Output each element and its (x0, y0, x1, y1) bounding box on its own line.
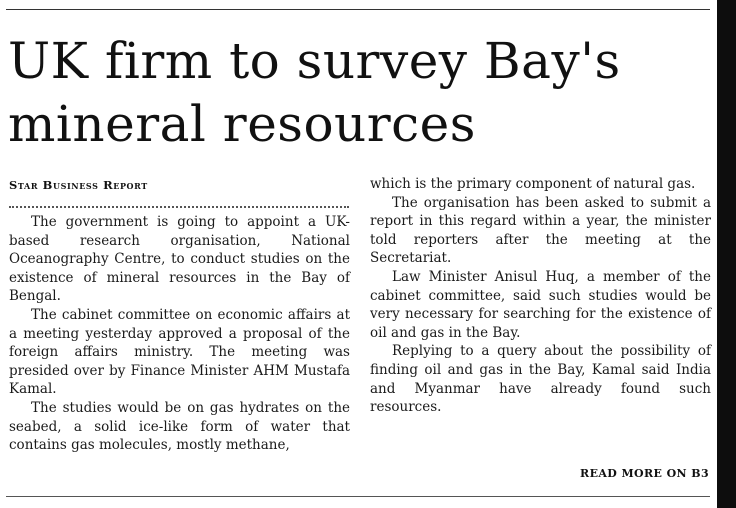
paragraph: The cabinet committee on economic affairs at a meeting yesterday approved a proposal of the foreign affairs ministry. The meeting was presided over by Finance Minister AHM Mustafa Kamal. (9, 306, 350, 398)
headline-line-2: mineral resources (8, 95, 476, 153)
top-rule (6, 9, 710, 10)
byline: Star Business Report (9, 178, 148, 192)
paragraph: The studies would be on gas hydrates on the seabed, a solid ice-like form of water that contains gas molecules, mostly methane, (9, 399, 350, 454)
article-column-left (9, 213, 350, 455)
bottom-rule (6, 496, 710, 497)
article-column-right (370, 175, 711, 417)
byline-divider (9, 206, 349, 208)
paragraph: The government is going to appoint a UK-based research organisation, National Oceanography Centre, to conduct studies on the existence of mineral resources in the Bay of Bengal. (9, 214, 350, 305)
paragraph-continued: which is the primary component of natural gas. (370, 176, 696, 192)
read-more-link[interactable]: READ MORE ON B3 (580, 467, 709, 480)
paragraph: Replying to a query about the possibility of finding oil and gas in the Bay, Kamal said India and Myanmar have already found such resources. (370, 343, 711, 416)
paragraph: The organisation has been asked to submit a report in this regard within a year, the minister told reporters after the meeting at the Secretariat. (370, 194, 711, 267)
page-edge-bar (717, 0, 736, 508)
headline-line-1: UK firm to survey Bay's (8, 32, 621, 90)
headline (8, 30, 708, 156)
paragraph: Law Minister Anisul Huq, a member of the cabinet committee, said such studies would be very necessary for searching for the existence of oil and gas in the Bay. (370, 268, 711, 341)
